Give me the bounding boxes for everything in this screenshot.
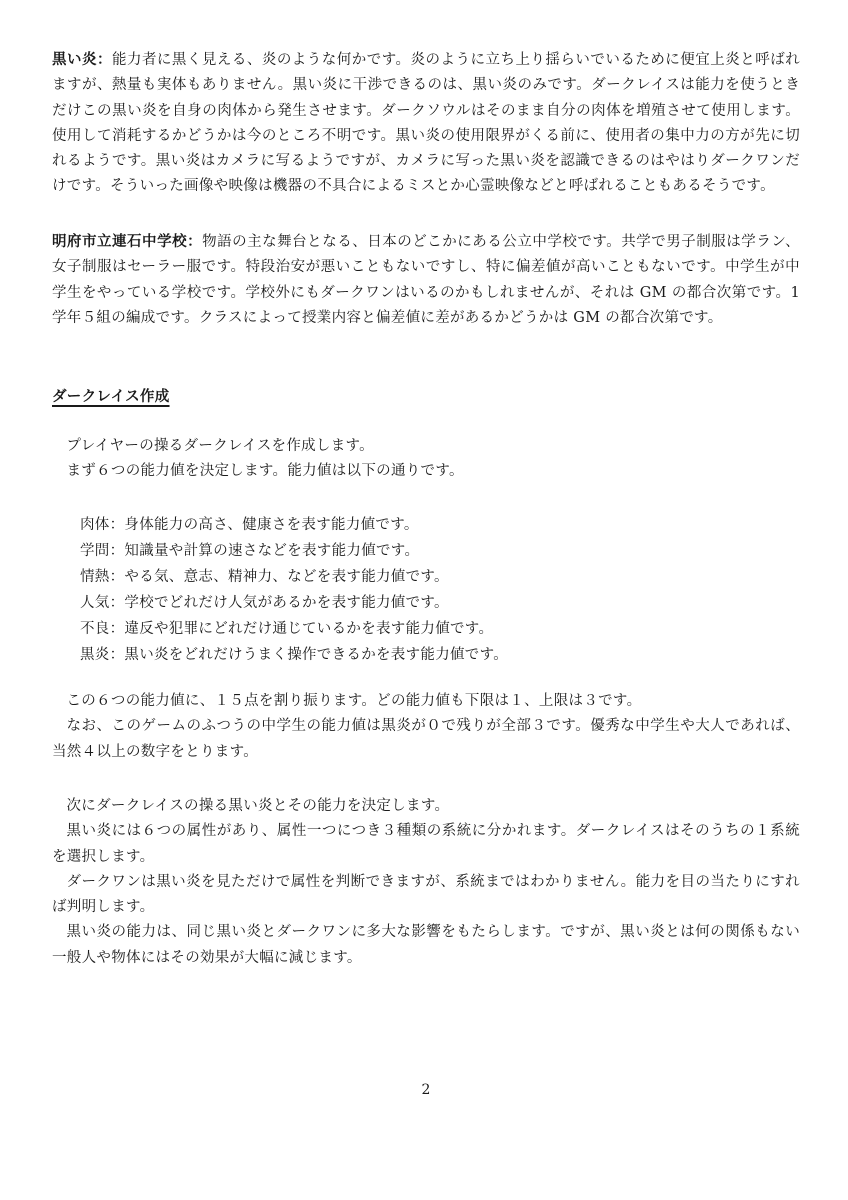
stat-item-body (80, 512, 780, 538)
glossary-entry-black-flame (52, 48, 800, 200)
stat-item-delinquency (80, 616, 780, 642)
stat-item-study (80, 538, 780, 564)
stat-name: 不良 (80, 621, 110, 637)
stat-item-popularity (80, 590, 780, 616)
section-intro (52, 434, 800, 485)
stat-list (80, 512, 780, 668)
document-page (52, 0, 800, 1200)
stat-desc: ：違反や犯罪にどれだけ通じているかを表す能力値です。 (109, 621, 494, 637)
stat-item-black-flame (80, 642, 780, 668)
glossary-colon: ： (187, 234, 203, 250)
stat-name: 情熱 (80, 569, 110, 585)
distribution-paragraph: なお、このゲームのふつうの中学生の能力値は黒炎が０で残りが全部３です。優秀な中学生や大人であれば、当然４以上の数字をとります。 (52, 718, 800, 760)
section-heading: ダークレイス作成 (52, 389, 170, 405)
stat-desc: ：黒い炎をどれだけうまく操作できるかを表す能力値です。 (109, 647, 509, 663)
flame-paragraph: 黒い炎の能力は、同じ黒い炎とダークワンに多大な影響をもたらします。ですが、黒い炎とは何の関係もない一般人や物体にはその効果が大幅に減じます。 (52, 924, 800, 966)
stat-desc: ：知識量や計算の速さなどを表す能力値です。 (109, 543, 420, 559)
flame-paragraph: ダークワンは黒い炎を見ただけで属性を判断できますが、系統まではわかりません。能力を目の当たりにすれば判明します。 (52, 873, 800, 916)
stat-desc: ：身体能力の高さ、健康さを表す能力値です。 (109, 517, 419, 533)
glossary-definition: 物語の主な舞台となる、日本のどこかにある公立中学校です。共学で男子制服は学ラン、女子制服はセーラー服です。特段治安が悪いこともないですし、特に偏差値が高いこともないです。中学生が中学生をやっている学校です。学校外にもダークワンはいるのかもしれませんが、それは GM の都合次第です。1学年５組の編成です。クラスによって授業内容と偏差値に差があるかどうかは GM の都合次第です。 (52, 234, 800, 326)
stat-desc: ：やる気、意志、精神力、などを表す能力値です。 (109, 569, 449, 585)
glossary-entry-school (52, 230, 800, 331)
flame-paragraph: 次にダークレイスの操る黒い炎とその能力を決定します。 (66, 798, 450, 814)
glossary-colon: ： (96, 52, 112, 68)
page-number: 2 (421, 1082, 431, 1098)
flame-paragraph: 黒い炎には６つの属性があり、属性一つにつき３種類の系統に分かれます。ダークレイスはそのうちの１系統を選択します。 (52, 823, 800, 865)
glossary-definition: 能力者に黒く見える、炎のような何かです。炎のように立ち上り揺らいでいるために便宜上炎と呼ばれますが、熱量も実体もありません。黒い炎に干渉できるのは、黒い炎のみです。ダークレイスは能力を使うときだけこの黒い炎を自身の肉体から発生させます。ダークソウルはそのまま自分の肉体を増殖させて使用します。使用して消耗するかどうかは今のところ不明です。黒い炎の使用限界がくる前に、使用者の集中力の方が先に切れるようです。黒い炎はカメラに写るようですが、カメラに写った黒い炎を認識できるのはやはりダークワンだけです。そういった画像や映像は機器の不具合によるミスとか心霊映像などと呼ばれることもあるそうです。 (52, 52, 800, 195)
distribution-paragraph: この６つの能力値に、１５点を割り振ります。どの能力値も下限は１、上限は３です。 (66, 693, 642, 709)
stat-name: 肉体 (80, 517, 110, 533)
section-distribution (52, 689, 800, 765)
stat-name: 人気 (80, 595, 110, 611)
stat-name: 黒炎 (80, 647, 110, 663)
stat-name: 学問 (80, 543, 110, 559)
intro-paragraph: まず６つの能力値を決定します。能力値は以下の通りです。 (66, 463, 464, 480)
stat-item-passion (80, 564, 780, 590)
glossary-term: 明府市立連石中学校 (52, 234, 188, 250)
section-black-flame (52, 794, 800, 971)
intro-paragraph: プレイヤーの操るダークレイスを作成します。 (66, 438, 374, 454)
glossary-term: 黒い炎 (52, 52, 97, 68)
stat-desc: ：学校でどれだけ人気があるかを表す能力値です。 (109, 595, 449, 611)
